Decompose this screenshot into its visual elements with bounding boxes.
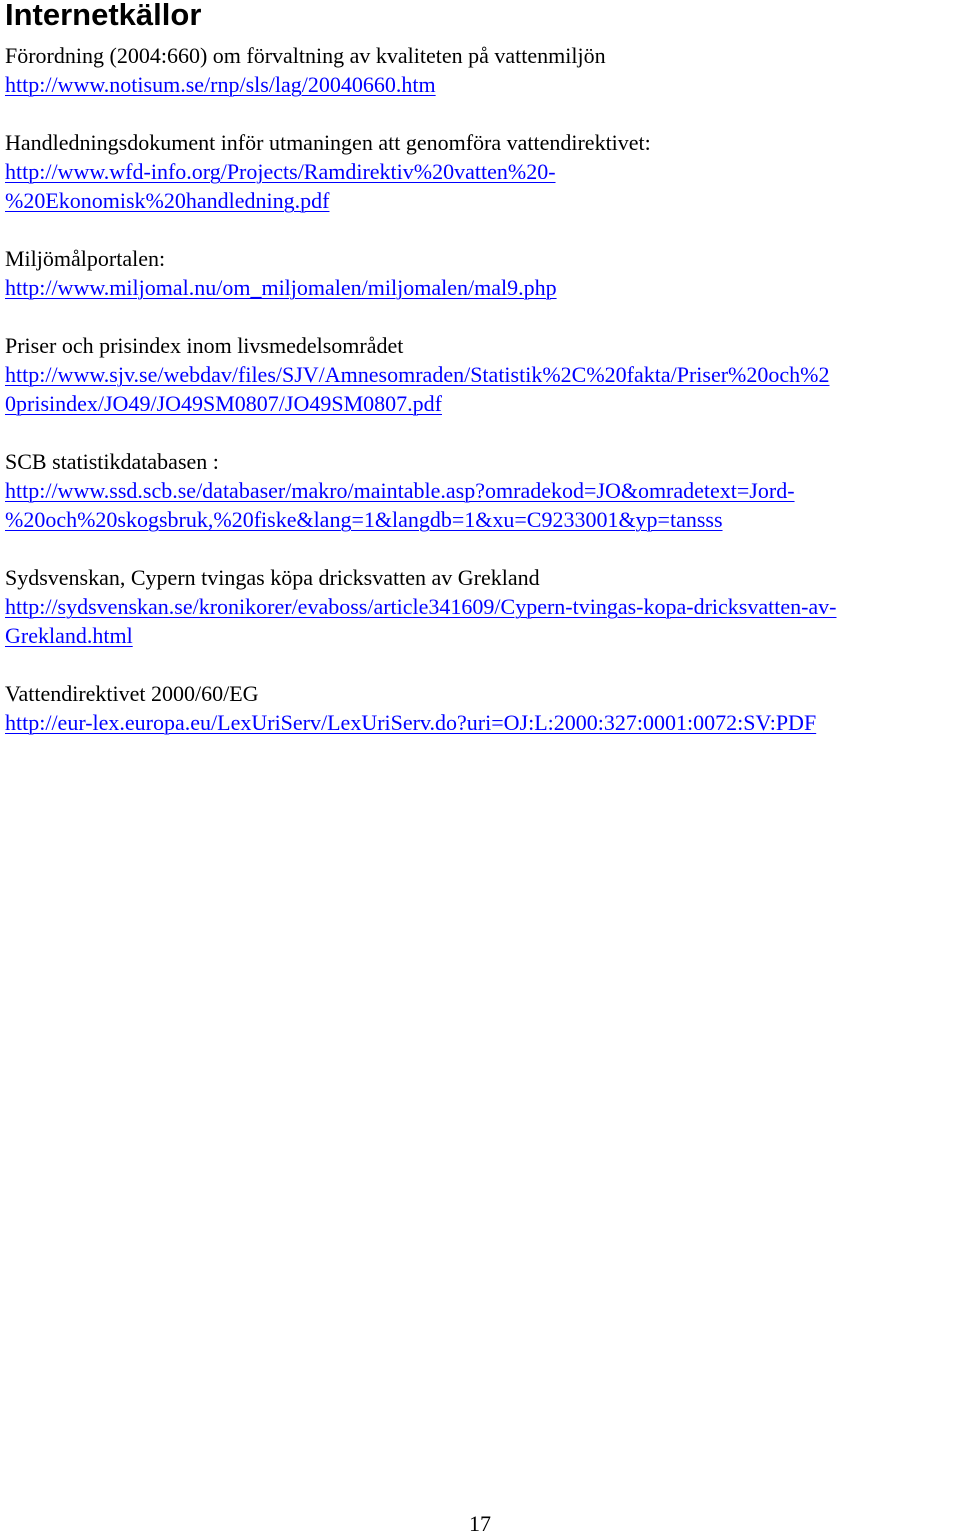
- reference-link[interactable]: [5, 273, 557, 302]
- reference-entry: [5, 679, 957, 737]
- reference-link[interactable]: [5, 592, 837, 650]
- reference-title: Miljömålportalen:: [5, 246, 166, 271]
- reference-entry: [5, 331, 957, 418]
- reference-link-line: http://www.notisum.se/rnp/sls/lag/20040660.htm: [5, 72, 436, 97]
- reference-link-line: http://www.ssd.scb.se/databaser/makro/maintable.asp?omradekod=JO&omradetext=Jord-: [5, 478, 795, 503]
- reference-entry: [5, 447, 957, 534]
- reference-entry: [5, 563, 957, 650]
- reference-list: [5, 41, 957, 766]
- reference-title: SCB statistikdatabasen :: [5, 449, 219, 474]
- reference-title: Sydsvenskan, Cypern tvingas köpa dricksvatten av Grekland: [5, 565, 540, 590]
- reference-link[interactable]: [5, 708, 816, 737]
- reference-title: Priser och prisindex inom livsmedelsområdet: [5, 333, 404, 358]
- reference-entry: [5, 128, 957, 215]
- reference-entry: [5, 244, 957, 302]
- reference-link-line: Grekland.html: [5, 623, 133, 648]
- reference-title: Förordning (2004:660) om förvaltning av kvaliteten på vattenmiljön: [5, 43, 606, 68]
- reference-link-line: 0prisindex/JO49/JO49SM0807/JO49SM0807.pdf: [5, 391, 442, 416]
- reference-title: Handledningsdokument inför utmaningen att genomföra vattendirektivet:: [5, 130, 651, 155]
- reference-link[interactable]: [5, 476, 795, 534]
- reference-link-line: http://www.sjv.se/webdav/files/SJV/Amnesomraden/Statistik%2C%20fakta/Priser%20och%2: [5, 362, 830, 387]
- reference-link-line: http://www.miljomal.nu/om_miljomalen/miljomalen/mal9.php: [5, 275, 557, 300]
- reference-link[interactable]: [5, 70, 436, 99]
- reference-link-line: http://eur-lex.europa.eu/LexUriServ/LexUriServ.do?uri=OJ:L:2000:327:0001:0072:SV:PDF: [5, 710, 817, 735]
- reference-link[interactable]: [5, 157, 556, 215]
- section-heading: Internetkällor: [5, 0, 202, 32]
- reference-title: Vattendirektivet 2000/60/EG: [5, 681, 259, 706]
- reference-link[interactable]: [5, 360, 829, 418]
- reference-link-line: %20och%20skogsbruk,%20fiske&lang=1&langdb=1&xu=C9233001&yp=tansss: [5, 507, 723, 532]
- page-number: 17: [469, 1511, 491, 1536]
- reference-entry: [5, 41, 957, 99]
- reference-link-line: http://www.wfd-info.org/Projects/Ramdirektiv%20vatten%20-: [5, 159, 556, 184]
- reference-link-line: http://sydsvenskan.se/kronikorer/evaboss/article341609/Cypern-tvingas-kopa-dricksvatten-av-: [5, 594, 837, 619]
- reference-link-line: %20Ekonomisk%20handledning.pdf: [5, 188, 330, 213]
